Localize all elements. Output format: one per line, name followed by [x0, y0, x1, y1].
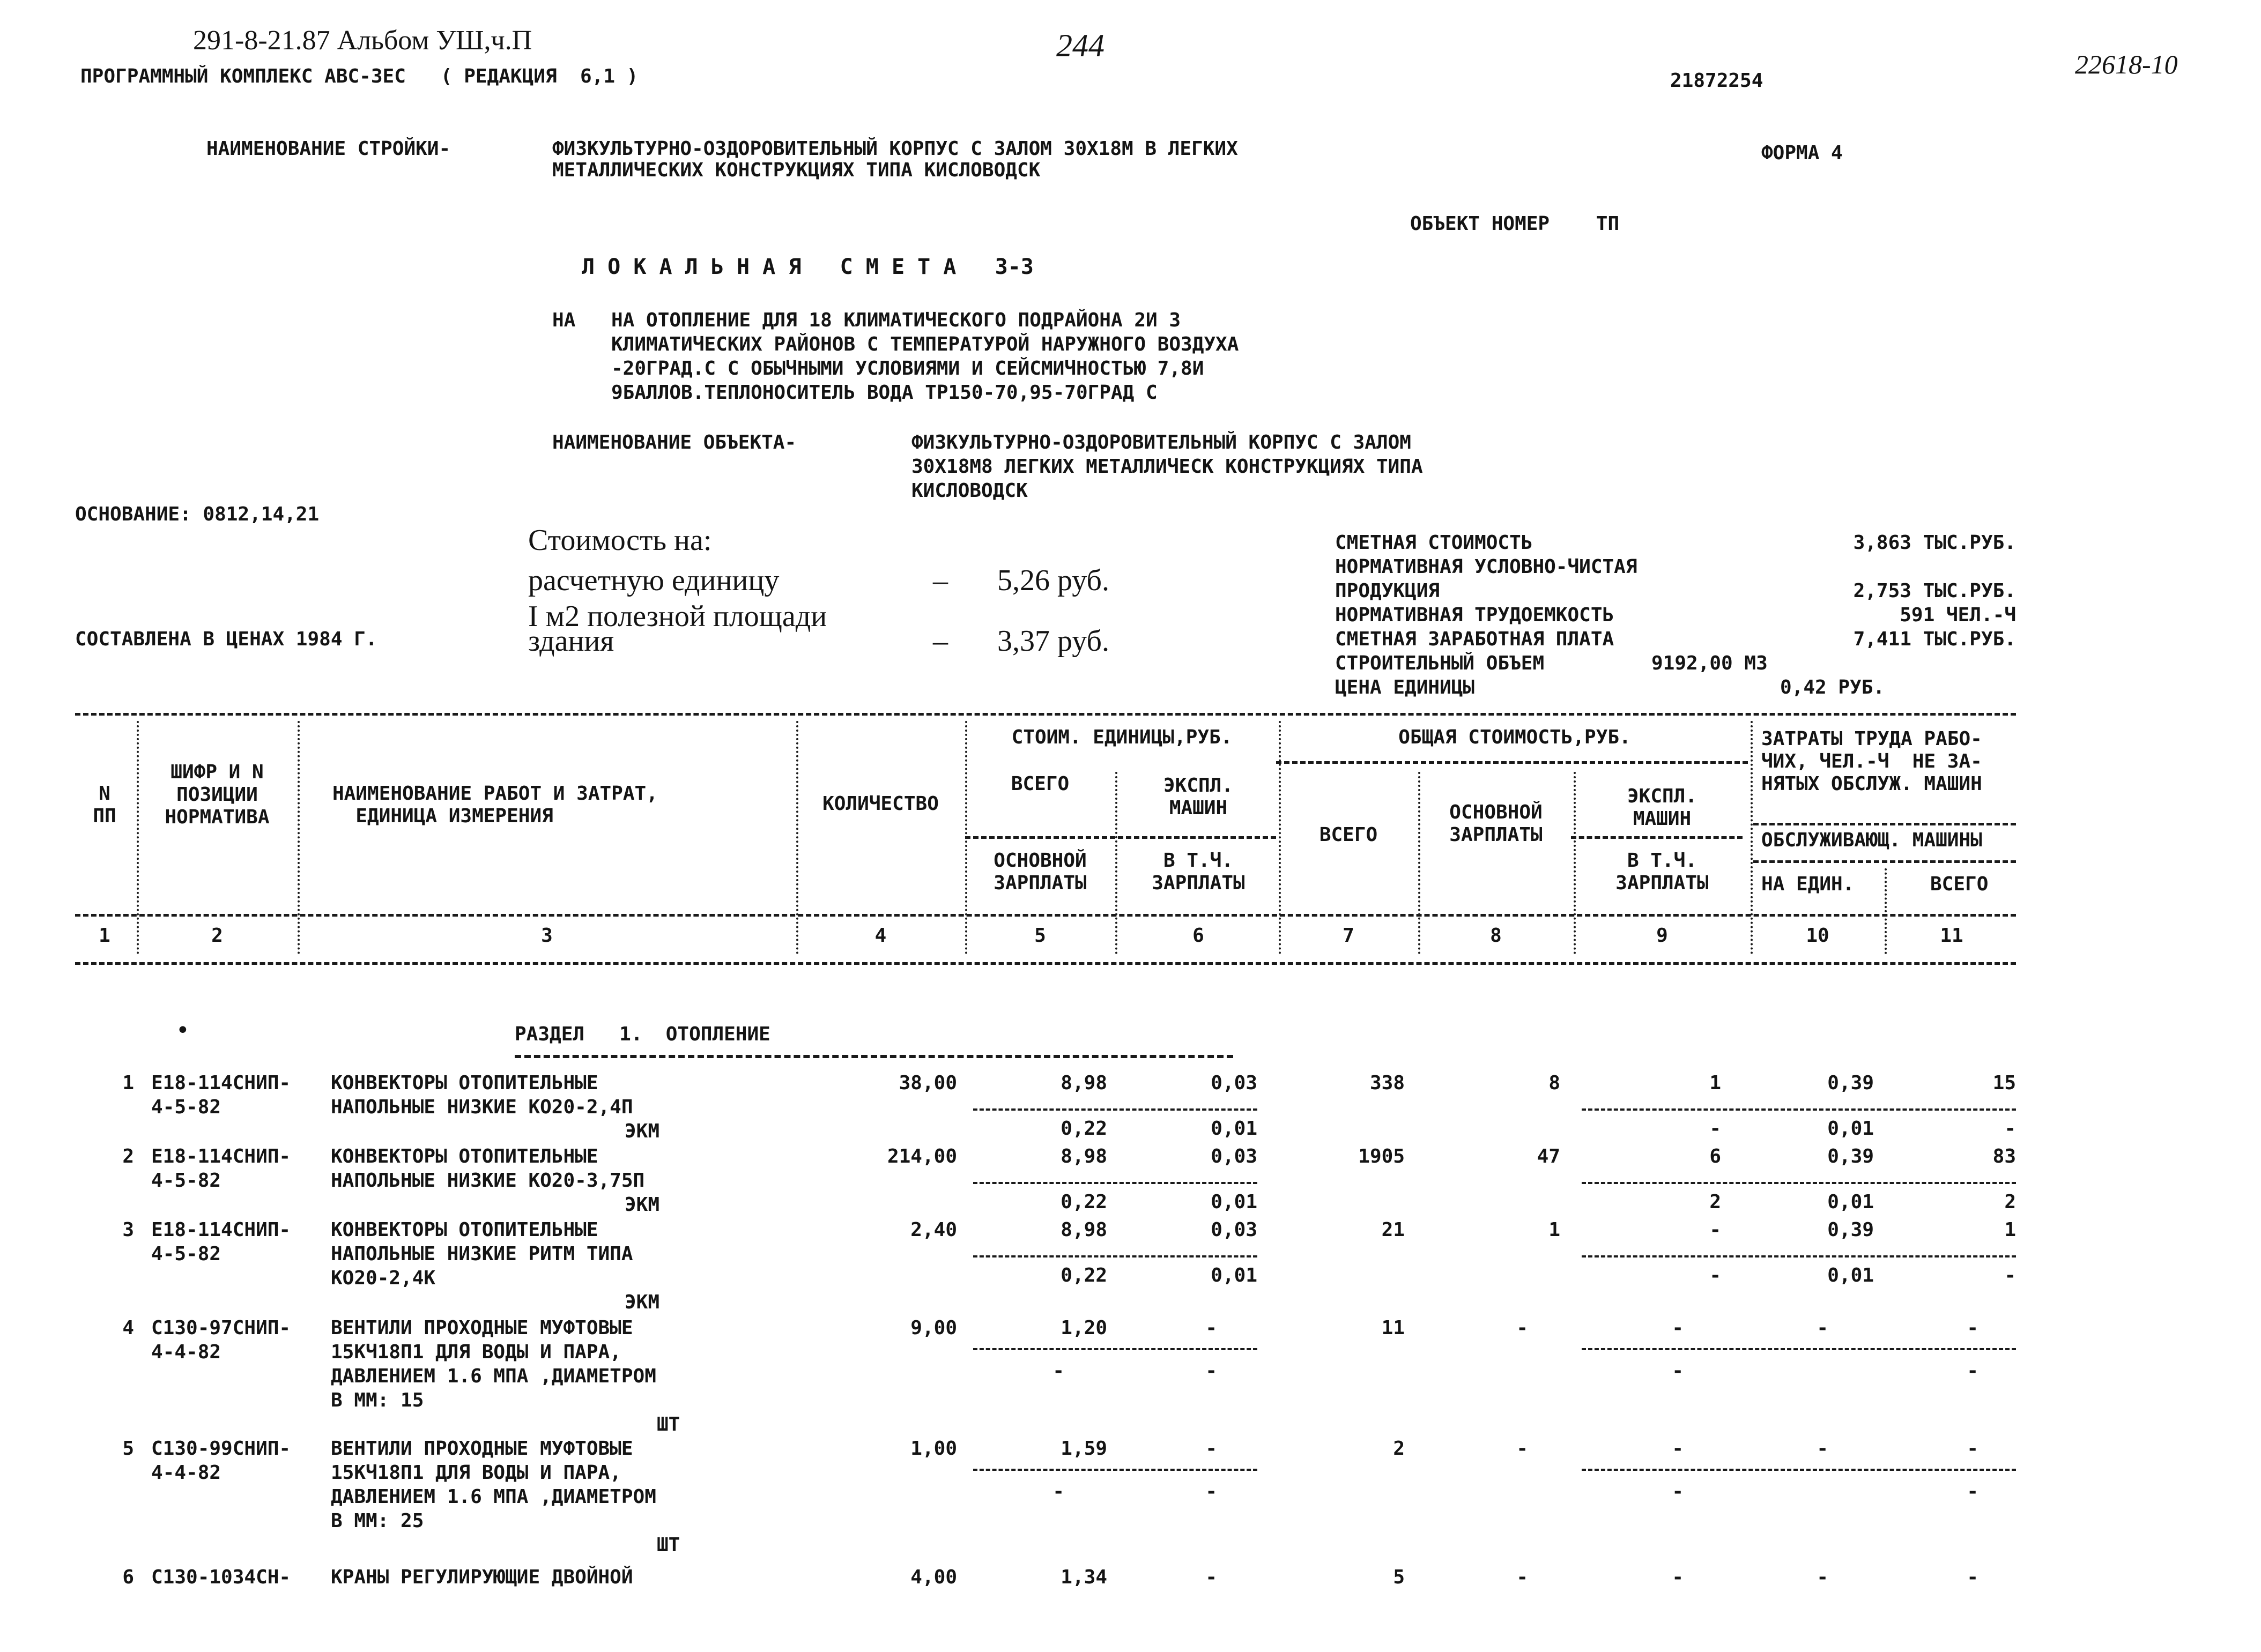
album-reference: 291-8-21.87 Альбом УШ,ч.П	[193, 25, 532, 56]
col-divider	[796, 721, 798, 954]
header-n: N ПП	[93, 783, 116, 827]
row-total-incl: -	[1709, 1118, 1721, 1140]
row-subrule	[1582, 1255, 2016, 1257]
row-unit-incl: 0,01	[1211, 1191, 1257, 1213]
row-name-2: 15КЧ18П1 ДЛЯ ВОДЫ И ПАРА,	[331, 1462, 621, 1484]
col-number-8: 8	[1490, 925, 1502, 947]
row-name-4: В ММ: 25	[331, 1510, 424, 1532]
labor-subrule-1	[1753, 823, 2016, 825]
estimate-subject-line3: -20ГРАД.С С ОБЫЧНЫМИ УСЛОВИЯМИ И СЕЙСМИЧНОСТЬЮ 7,8И	[611, 358, 1204, 379]
construction-label: НАИМЕНОВАНИЕ СТРОЙКИ-	[206, 138, 451, 160]
row-unit: ШТ	[657, 1413, 680, 1435]
row-total-mach: -	[1672, 1317, 1684, 1339]
total-cost-subrule	[1276, 761, 1748, 764]
row-unit-total: 1,20	[1061, 1317, 1107, 1339]
row-total-wage: 1	[1548, 1219, 1560, 1241]
row-total-wage: 8	[1548, 1072, 1560, 1094]
row-unit-wage: -	[1052, 1360, 1064, 1382]
col-divider	[1279, 721, 1281, 954]
row-subrule	[973, 1182, 1257, 1184]
summary-value-6: 0,42 РУБ.	[1780, 676, 1885, 698]
col-divider	[1574, 772, 1576, 954]
row-labor-total-2: -	[2004, 1264, 2016, 1286]
row-total-wage: -	[1516, 1566, 1528, 1588]
row-labor-total: 83	[1992, 1145, 2016, 1167]
object-label: НАИМЕНОВАНИЕ ОБЪЕКТА-	[552, 431, 797, 453]
row-unit-incl: -	[1205, 1360, 1217, 1382]
row-total-mach: 1	[1709, 1072, 1721, 1094]
header-total-cost-group: ОБЩАЯ СТОИМОСТЬ,РУБ.	[1398, 726, 1631, 748]
cost-on-label: Стоимость на:	[528, 524, 712, 557]
row-total-mach: -	[1709, 1219, 1721, 1241]
row-total-incl: -	[1709, 1264, 1721, 1286]
header-labor-group: ЗАТРАТЫ ТРУДА РАБО- ЧИХ, ЧЕЛ.-Ч НЕ ЗА- НЯТЫХ ОБСЛУЖ. МАШИН	[1761, 728, 1982, 795]
row-total-incl: -	[1672, 1360, 1684, 1382]
per-m2-dash: –	[933, 624, 948, 658]
row-unit-total: 8,98	[1061, 1219, 1107, 1241]
row-name-2: НАПОЛЬНЫЕ НИЗКИЕ КО20-2,4П	[331, 1096, 633, 1118]
table-header-bottom-rule	[75, 914, 2016, 917]
row-name: КОНВЕКТОРЫ ОТОПИТЕЛЬНЫЕ	[331, 1072, 598, 1094]
row-unit: ЭКМ	[625, 1291, 660, 1313]
col-number-2: 2	[211, 925, 223, 947]
code-number: 21872254	[1670, 70, 1763, 92]
header-unit-incl: В Т.Ч. ЗАРПЛАТЫ	[1152, 850, 1245, 894]
per-m2-value: 3,37 руб.	[997, 624, 1110, 658]
row-name-2: НАПОЛЬНЫЕ НИЗКИЕ КО20-3,75П	[331, 1170, 645, 1192]
row-subrule	[973, 1348, 1257, 1350]
header-total-wage: ОСНОВНОЙ ЗАРПЛАТЫ	[1449, 801, 1543, 846]
labor-subrule-2	[1753, 860, 2016, 863]
compiled-prices: СОСТАВЛЕНА В ЦЕНАХ 1984 Г.	[75, 628, 377, 650]
object-name-line3: КИСЛОВОДСК	[911, 480, 1028, 502]
col-divider	[1115, 772, 1117, 954]
col-number-11: 11	[1940, 925, 1963, 947]
header-total-mach: ЭКСПЛ. МАШИН	[1627, 785, 1697, 830]
col-divider	[965, 721, 967, 954]
summary-value-5: 9192,00 М3	[1651, 652, 1768, 674]
col-number-4: 4	[874, 925, 887, 947]
col-number-10: 10	[1806, 925, 1829, 947]
row-total: 21	[1381, 1219, 1405, 1241]
row-labor-unit: 0,39	[1827, 1145, 1874, 1167]
row-total-mach: -	[1672, 1566, 1684, 1588]
row-total: 338	[1369, 1072, 1405, 1094]
row-total-wage: 47	[1537, 1145, 1560, 1167]
row-total-incl: 2	[1709, 1191, 1721, 1213]
row-subrule	[1582, 1469, 2016, 1471]
row-total: 5	[1393, 1566, 1405, 1588]
row-labor-unit: -	[1817, 1566, 1828, 1588]
row-qty: 38,00	[899, 1072, 957, 1094]
section-underline	[515, 1055, 1233, 1058]
row-subrule	[1582, 1182, 2016, 1184]
row-number: 2	[122, 1145, 134, 1167]
row-name-2: НАПОЛЬНЫЕ НИЗКИЕ РИТМ ТИПА	[331, 1243, 633, 1265]
construction-name-line1: ФИЗКУЛЬТУРНО-ОЗДОРОВИТЕЛЬНЫЙ КОРПУС С ЗАЛОМ 30Х18М В ЛЕГКИХ	[552, 138, 1238, 160]
summary-label-4: СМЕТНАЯ ЗАРАБОТНАЯ ПЛАТА	[1335, 628, 1614, 650]
per-unit-value: 5,26 руб.	[997, 564, 1110, 597]
column-number-bottom-rule	[75, 962, 2016, 965]
per-unit-label: расчетную единицу	[528, 564, 780, 597]
row-code-2: 4-4-82	[151, 1341, 221, 1363]
per-unit-dash: –	[933, 564, 948, 597]
col-number-3: 3	[541, 925, 553, 947]
row-unit-mach: -	[1205, 1438, 1217, 1460]
row-code-2: 4-4-82	[151, 1462, 221, 1484]
object-number: ОБЪЕКТ НОМЕР ТП	[1410, 213, 1620, 235]
row-unit-wage: 0,22	[1061, 1191, 1107, 1213]
summary-label-1: НОРМАТИВНАЯ УСЛОВНО-ЧИСТАЯ	[1335, 556, 1637, 578]
row-code: С130-1034СН-	[151, 1566, 291, 1588]
row-labor-total: 1	[2004, 1219, 2016, 1241]
summary-value-2: 2,753 ТЫС.РУБ.	[1853, 580, 2016, 602]
row-code: Е18-114СНИП-	[151, 1072, 291, 1094]
row-code: Е18-114СНИП-	[151, 1145, 291, 1167]
row-name: КРАНЫ РЕГУЛИРУЮЩИЕ ДВОЙНОЙ	[331, 1566, 633, 1588]
col-number-7: 7	[1343, 925, 1354, 947]
row-unit-total: 8,98	[1061, 1145, 1107, 1167]
row-code: Е18-114СНИП-	[151, 1219, 291, 1241]
row-subrule	[1582, 1348, 2016, 1350]
row-code: С130-97СНИП-	[151, 1317, 291, 1339]
row-unit-total: 8,98	[1061, 1072, 1107, 1094]
row-labor-unit-2: 0,01	[1827, 1191, 1874, 1213]
row-unit: ЭКМ	[625, 1120, 660, 1142]
estimate-subject-line4: 9БАЛЛОВ.ТЕПЛОНОСИТЕЛЬ ВОДА ТР150-70,95-70ГРАД С	[611, 382, 1158, 404]
row-name: КОНВЕКТОРЫ ОТОПИТЕЛЬНЫЕ	[331, 1219, 598, 1241]
row-name-2: 15КЧ18П1 ДЛЯ ВОДЫ И ПАРА,	[331, 1341, 621, 1363]
col-divider	[1885, 868, 1887, 954]
row-name-3: КО20-2,4К	[331, 1267, 436, 1289]
row-total-wage: -	[1516, 1317, 1528, 1339]
per-m2-label: I м2 полезной площади	[528, 600, 827, 633]
col-number-6: 6	[1192, 925, 1204, 947]
estimate-subject-line2: КЛИМАТИЧЕСКИХ РАЙОНОВ С ТЕМПЕРАТУРОЙ НАРУЖНОГО ВОЗДУХА	[611, 333, 1239, 355]
section-bullet: •	[177, 1020, 189, 1041]
row-number: 4	[122, 1317, 134, 1339]
estimate-subject-line1: НА ОТОПЛЕНИЕ ДЛЯ 18 КЛИМАТИЧЕСКОГО ПОДРАЙОНА 2И 3	[611, 309, 1181, 331]
row-unit-mach: 0,03	[1211, 1145, 1257, 1167]
row-labor-unit: 0,39	[1827, 1219, 1874, 1241]
row-total: 11	[1381, 1317, 1405, 1339]
header-labor-sub: ОБСЛУЖИВАЮЩ. МАШИНЫ	[1761, 829, 1982, 851]
row-labor-unit: -	[1817, 1438, 1828, 1460]
row-labor-total: -	[1967, 1317, 1978, 1339]
row-number: 1	[122, 1072, 134, 1094]
col-number-1: 1	[99, 925, 110, 947]
row-subrule	[1582, 1108, 2016, 1111]
row-unit-mach: -	[1205, 1566, 1217, 1588]
row-code-2: 4-5-82	[151, 1096, 221, 1118]
sheet-id: 22618-10	[2075, 49, 2178, 79]
header-unit-mach: ЭКСПЛ. МАШИН	[1163, 775, 1234, 819]
row-labor-unit-2: 0,01	[1827, 1264, 1874, 1286]
row-unit: ЭКМ	[625, 1194, 660, 1216]
row-qty: 1,00	[910, 1438, 957, 1460]
header-unit-total: ВСЕГО	[1011, 773, 1070, 795]
row-name: КОНВЕКТОРЫ ОТОПИТЕЛЬНЫЕ	[331, 1145, 598, 1167]
construction-name-line2: МЕТАЛЛИЧЕСКИХ КОНСТРУКЦИЯХ ТИПА КИСЛОВОДСК	[552, 159, 1041, 181]
row-qty: 4,00	[910, 1566, 957, 1588]
mach-subrule	[1571, 836, 1743, 839]
row-unit: ШТ	[657, 1534, 680, 1556]
row-unit-wage: -	[1052, 1480, 1064, 1502]
row-labor-unit: -	[1817, 1317, 1828, 1339]
row-labor-total-2: 2	[2004, 1191, 2016, 1213]
row-number: 5	[122, 1438, 134, 1460]
row-name-3: ДАВЛЕНИЕМ 1.6 МПА ,ДИАМЕТРОМ	[331, 1486, 656, 1508]
summary-label-6: ЦЕНА ЕДИНИЦЫ	[1335, 676, 1475, 698]
row-unit-total: 1,34	[1061, 1566, 1107, 1588]
row-unit-mach: 0,03	[1211, 1072, 1257, 1094]
row-number: 3	[122, 1219, 134, 1241]
program-line: ПРОГРАММНЫЙ КОМПЛЕКС АВС-ЗЕС ( РЕДАКЦИЯ 6,1 )	[80, 65, 639, 87]
summary-value-3: 591 ЧЕЛ.-Ч	[1900, 604, 2016, 626]
estimate-title: Л О К А Л Ь Н А Я С М Е Т А 3-3	[582, 255, 1034, 279]
header-labor-total: ВСЕГО	[1930, 873, 1989, 895]
row-unit-incl: 0,01	[1211, 1118, 1257, 1140]
row-total-mach: -	[1672, 1438, 1684, 1460]
summary-label-0: СМЕТНАЯ СТОИМОСТЬ	[1335, 532, 1533, 554]
row-labor-total: -	[1967, 1438, 1978, 1460]
col-divider	[137, 721, 139, 954]
header-unit-wage: ОСНОВНОЙ ЗАРПЛАТЫ	[994, 850, 1087, 894]
section-title: РАЗДЕЛ 1. ОТОПЛЕНИЕ	[515, 1023, 770, 1045]
page-number: 244	[1056, 28, 1104, 63]
row-unit-incl: -	[1205, 1480, 1217, 1502]
row-subrule	[973, 1108, 1257, 1111]
row-labor-total-2: -	[1967, 1480, 1978, 1502]
summary-label-3: НОРМАТИВНАЯ ТРУДОЕМКОСТЬ	[1335, 604, 1614, 626]
header-name: НАИМЕНОВАНИЕ РАБОТ И ЗАТРАТ, ЕДИНИЦА ИЗМЕРЕНИЯ	[332, 783, 658, 827]
on-label: НА	[552, 309, 576, 331]
row-name: ВЕНТИЛИ ПРОХОДНЫЕ МУФТОВЫЕ	[331, 1317, 633, 1339]
row-total: 2	[1393, 1438, 1405, 1460]
row-labor-unit-2: 0,01	[1827, 1118, 1874, 1140]
row-unit-mach: 0,03	[1211, 1219, 1257, 1241]
header-unit-cost-group: СТОИМ. ЕДИНИЦЫ,РУБ.	[1011, 726, 1233, 748]
row-total-incl: -	[1672, 1480, 1684, 1502]
col-divider	[1418, 772, 1420, 954]
table-top-rule	[75, 713, 2016, 716]
object-name-line2: 30Х18М8 ЛЕГКИХ МЕТАЛЛИЧЕСК КОНСТРУКЦИЯХ ТИПА	[911, 456, 1423, 478]
row-unit-mach: -	[1205, 1317, 1217, 1339]
summary-value-4: 7,411 ТЫС.РУБ.	[1853, 628, 2016, 650]
row-name-4: В ММ: 15	[331, 1389, 424, 1411]
row-unit-incl: 0,01	[1211, 1264, 1257, 1286]
row-unit-wage: 0,22	[1061, 1118, 1107, 1140]
row-qty: 2,40	[910, 1219, 957, 1241]
row-labor-total: -	[1967, 1566, 1978, 1588]
row-name-3: ДАВЛЕНИЕМ 1.6 МПА ,ДИАМЕТРОМ	[331, 1365, 656, 1387]
per-m2-label-2: здания	[528, 624, 614, 658]
header-qty: КОЛИЧЕСТВО	[822, 793, 939, 815]
row-subrule	[973, 1255, 1257, 1257]
row-labor-total: 15	[1992, 1072, 2016, 1094]
form-label: ФОРМА 4	[1761, 142, 1843, 164]
row-qty: 9,00	[910, 1317, 957, 1339]
row-total-mach: 6	[1709, 1145, 1721, 1167]
row-code-2: 4-5-82	[151, 1170, 221, 1192]
row-unit-wage: 0,22	[1061, 1264, 1107, 1286]
row-subrule	[973, 1469, 1257, 1471]
row-code: С130-99СНИП-	[151, 1438, 291, 1460]
header-labor-unit: НА ЕДИН.	[1761, 873, 1855, 895]
row-labor-total-2: -	[2004, 1118, 2016, 1140]
col-divider	[1751, 721, 1753, 954]
row-total-wage: -	[1516, 1438, 1528, 1460]
object-name-line1: ФИЗКУЛЬТУРНО-ОЗДОРОВИТЕЛЬНЫЙ КОРПУС С ЗАЛОМ	[911, 431, 1411, 453]
row-total: 1905	[1358, 1145, 1405, 1167]
col-number-5: 5	[1034, 925, 1046, 947]
basis: ОСНОВАНИЕ: 0812,14,21	[75, 503, 320, 525]
unit-cost-subrule	[965, 836, 1276, 839]
row-labor-total-2: -	[1967, 1360, 1978, 1382]
row-qty: 214,00	[887, 1145, 957, 1167]
row-labor-unit: 0,39	[1827, 1072, 1874, 1094]
row-unit-total: 1,59	[1061, 1438, 1107, 1460]
header-total-incl: В Т.Ч. ЗАРПЛАТЫ	[1615, 850, 1709, 894]
header-total: ВСЕГО	[1319, 824, 1378, 846]
col-number-9: 9	[1656, 925, 1668, 947]
col-divider	[298, 721, 300, 954]
header-code: ШИФР И N ПОЗИЦИИ НОРМАТИВА	[165, 761, 270, 828]
summary-label-5: СТРОИТЕЛЬНЫЙ ОБЪЕМ	[1335, 652, 1545, 674]
summary-value-0: 3,863 ТЫС.РУБ.	[1853, 532, 2016, 554]
row-code-2: 4-5-82	[151, 1243, 221, 1265]
row-name: ВЕНТИЛИ ПРОХОДНЫЕ МУФТОВЫЕ	[331, 1438, 633, 1460]
summary-label-2: ПРОДУКЦИЯ	[1335, 580, 1440, 602]
row-number: 6	[122, 1566, 134, 1588]
